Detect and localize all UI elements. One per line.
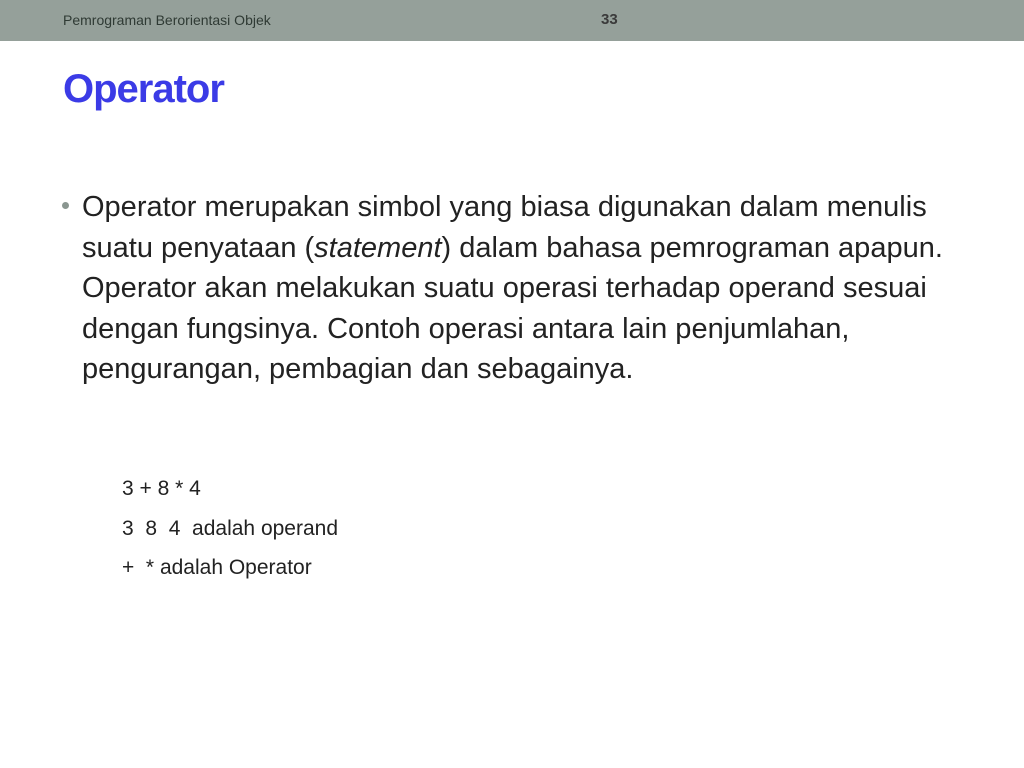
example-list [122,476,338,595]
bullet-text-italic-term: statement [314,231,442,264]
bullet-text [62,187,962,390]
header-bar [0,0,1024,41]
bullet-text-part-1: Operator merupakan simbol yang biasa digunakan dalam menulis suatu penyataan ( [82,191,927,264]
example-expression: 3 + 8 * 4 [122,477,201,500]
page-number: 33 [601,11,618,28]
example-operands: 3 8 4 adalah operand [122,516,339,540]
bullet-dot-icon [62,202,69,209]
bullet-text-part-2: ) dalam bahasa pemrograman apapun. Operator akan melakukan suatu operasi terhadap operand sesuai dengan fungsinya. Contoh operasi antara lain penjumlahan, pengurangan, pembagian dan sebagainya. [82,231,943,385]
course-title: Pemrograman Berorientasi Objek [63,12,271,28]
bullet-item [62,187,962,390]
example-operators: + * adalah Operator [122,556,312,579]
slide-title: Operator [63,67,224,111]
